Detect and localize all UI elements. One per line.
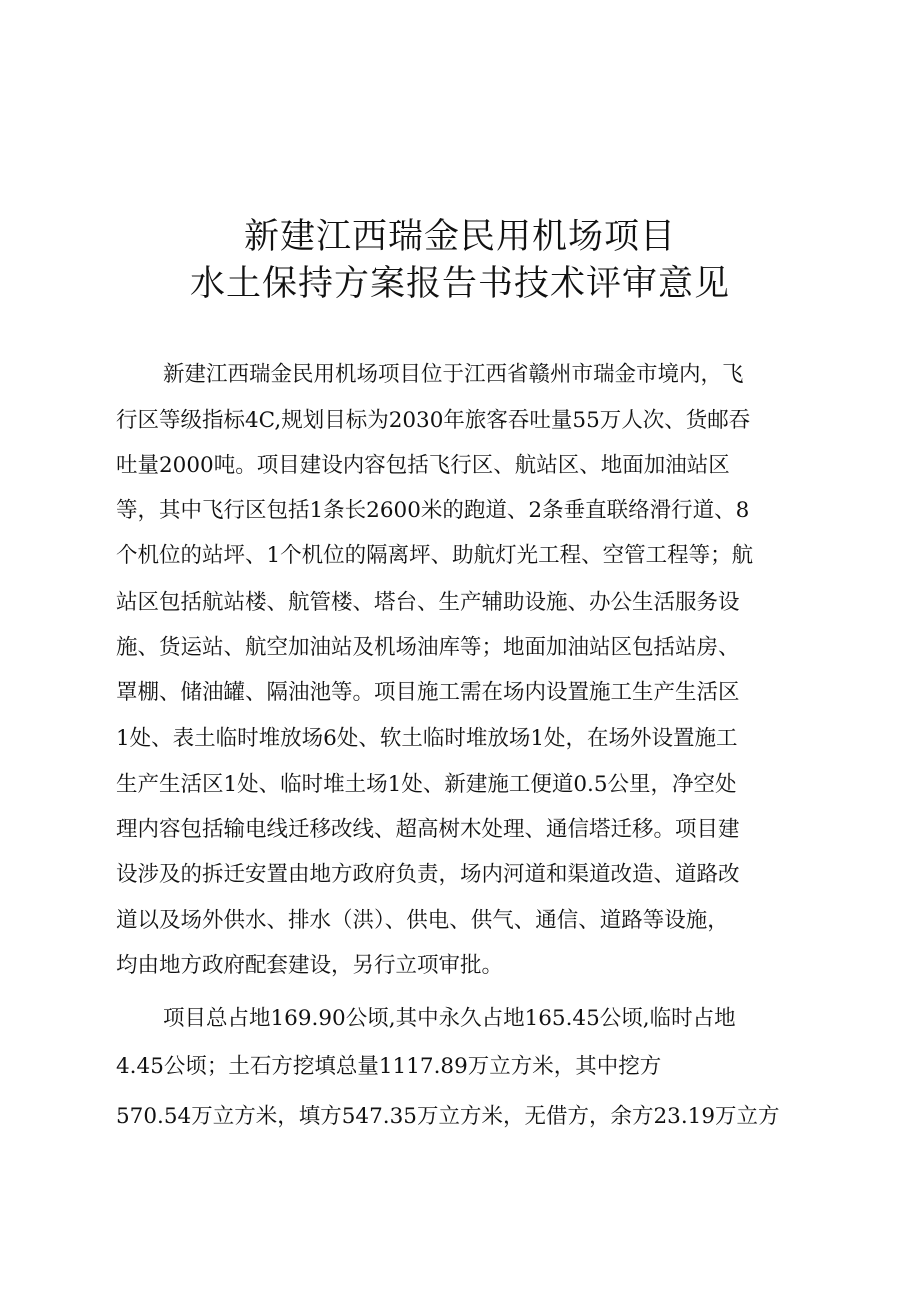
paragraph-1-line-11: 理内容包括输电线迁移改线、超高树木处理、通信塔迁移。项目建 xyxy=(116,817,740,842)
paragraph-1-line-13: 道以及场外供水、排水（洪）、供电、供气、通信、道路等设施， xyxy=(116,908,729,933)
document-title-line-1: 新建江西瑞金民用机场项目 xyxy=(243,217,676,257)
paragraph-1-line-9: 1处、表土临时堆放场6处、软土临时堆放场1处，在场外设置施工 xyxy=(116,726,738,751)
paragraph-1-line-12: 设涉及的拆迁安置由地方政府负责，场内河道和渠道改造、道路改 xyxy=(116,862,740,887)
paragraph-2-line-3: 570.54万立方米，填方547.35万立方米，无借方，余方23.19万立方 xyxy=(116,1104,780,1129)
paragraph-1-line-7: 施、货运站、航空加油站及机场油库等；地面加油站区包括站房、 xyxy=(116,635,740,660)
paragraph-1-line-1: 新建江西瑞金民用机场项目位于江西省赣州市瑞金市境内，飞 xyxy=(163,362,744,387)
paragraph-2-line-1: 项目总占地169.90公顷,其中永久占地165.45公顷,临时占地 xyxy=(163,1006,736,1031)
paragraph-1-line-6: 站区包括航站楼、航管楼、塔台、生产辅助设施、办公生活服务设 xyxy=(116,590,740,615)
document-title-line-2: 水土保持方案报告书技术评审意见 xyxy=(189,264,730,304)
paragraph-1-line-3: 吐量2000吨。项目建设内容包括飞行区、航站区、地面加油站区 xyxy=(116,453,730,478)
paragraph-1-line-4: 等，其中飞行区包括1条长2600米的跑道、2条垂直联络滑行道、8 xyxy=(116,498,750,523)
paragraph-1-line-8: 罩棚、储油罐、隔油池等。项目施工需在场内设置施工生产生活区 xyxy=(116,680,740,705)
paragraph-1-line-14: 均由地方政府配套建设，另行立项审批。 xyxy=(116,953,504,978)
paragraph-1-line-5: 个机位的站坪、1个机位的隔离坪、助航灯光工程、空管工程等；航 xyxy=(116,543,754,568)
paragraph-1-line-10: 生产生活区1处、临时堆土场1处、新建施工便道0.5公里，净空处 xyxy=(116,772,737,797)
paragraph-1-line-2: 行区等级指标4C,规划目标为2030年旅客吞吐量55万人次、货邮吞 xyxy=(116,408,751,433)
paragraph-2-line-2: 4.45公顷；土石方挖填总量1117.89万立方米，其中挖方 xyxy=(116,1054,662,1079)
